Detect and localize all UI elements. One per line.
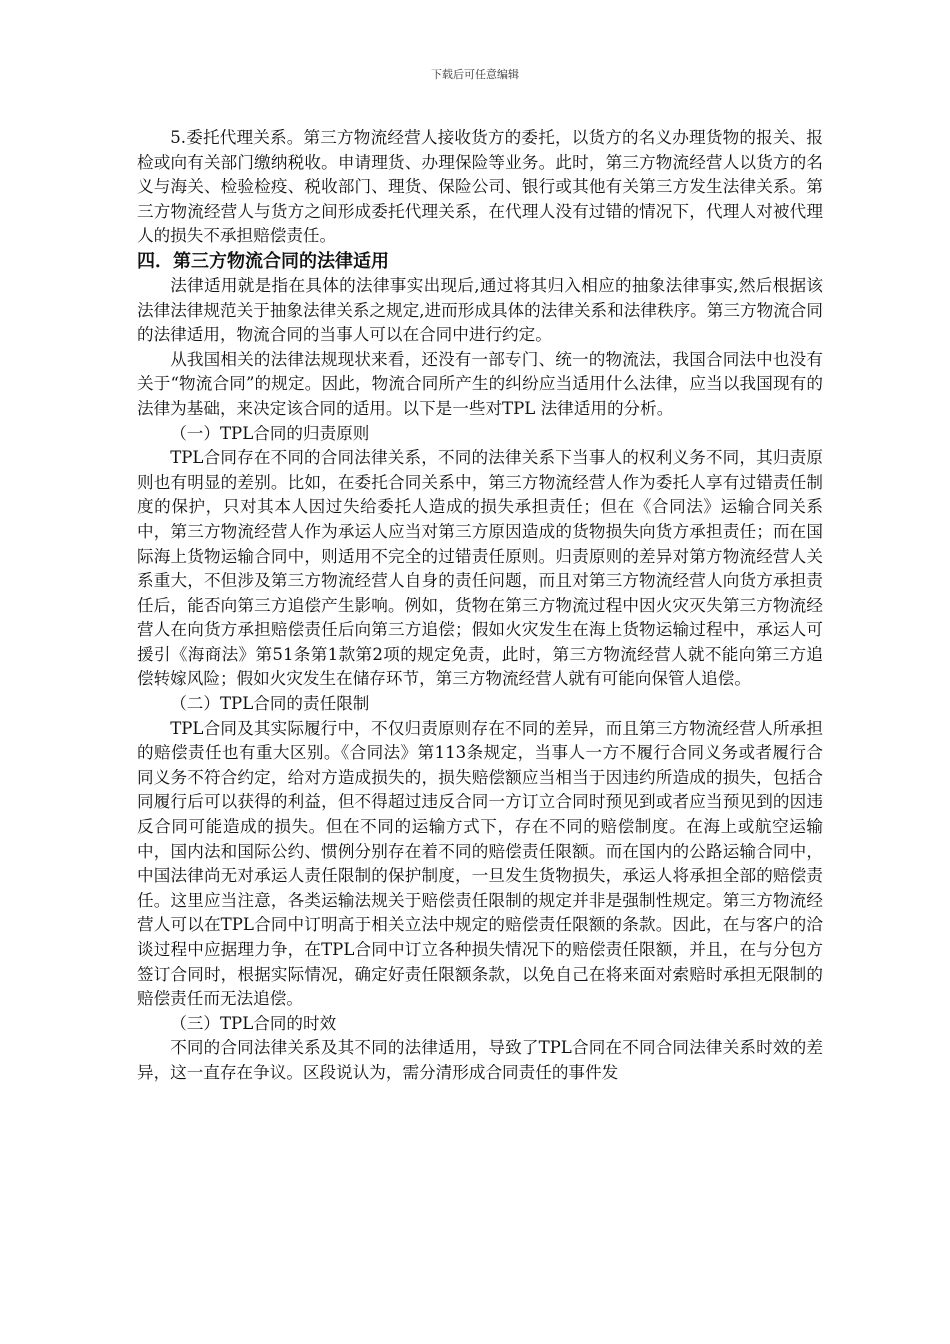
paragraph-liability-limitation: TPL合同及其实际履行中，不仅归责原则存在不同的差异，而且第三方物流经营人所承担的赔偿责任也有重大区别。《合同法》第113条规定，当事人一方不履行合同义务或者履行合同义务不符合约定，给对方造成损失的，损失赔偿额应当相当于因违约所造成的损失，包括合同履行后可以获得的利益，但不得超过违反合同一方订立合同时预见到或者应当预见到的因违反合同可能造成的损失。但在不同的运输方式下，存在不同的赔偿制度。在海上或航空运输中，国内法和国际公约、惯例分别存在着不同的赔偿责任限额。而在国内的公路运输合同中，中国法律尚无对承运人责任限制的保护制度，一旦发生货物损失，承运人将承担全部的赔偿责任。这里应当注意，各类运输法规关于赔偿责任限制的规定并非是强制性规定。第三方物流经营人可以在TPL合同中订明高于相关立法中规定的赔偿责任限额的条款。因此，在与客户的洽谈过程中应据理力争，在TPL合同中订立各种损失情况下的赔偿责任限额，并且，在与分包方签订合同时，根据实际情况，确定好责任限额条款，以免自己在将来面对索赔时承担无限制的赔偿责任而无法追偿。 — [137, 718, 823, 1009]
page-header: 下载后可任意编辑 — [431, 68, 519, 81]
paragraph-liability-principle: TPL合同存在不同的合同法律关系，不同的法律关系下当事人的权利义务不同，其归责原则也有明显的差别。比如，在委托合同关系中，第三方物流经营人作为委托人享有过错责任制度的保护，只对其本人因过失给委托人造成的损失承担责任；但在《合同法》运输合同关系中，第三方物流经营人作为承运人应当对第三方原因造成的货物损失向货方承担责任；而在国际海上货物运输合同中，则适用不完全的过错责任原则。归责原则的差异对第方物流经营人关系重大，不但涉及第三方物流经营人自身的责任问题，而且对第三方物流经营人向货方承担责任后，能否向第三方追偿产生影响。例如，货物在第三方物流过程中因火灾灭失第三方物流经营人在向货方承担赔偿责任后向第三方追偿；假如火灾发生在海上货物运输过程中，承运人可援引《海商法》第51条第1款第2项的规定免责，此时，第三方物流经营人就不能向第三方追偿转嫁风险；假如火灾发生在储存环节，第三方物流经营人就有可能向保管人追偿。 — [137, 448, 823, 689]
subheading-liability-limitation: （二）TPL合同的责任限制 — [170, 694, 370, 714]
document-body — [137, 126, 823, 1086]
paragraph-limitation-period: 不同的合同法律关系及其不同的法律适用，导致了TPL合同在不同合同法律关系时效的差异，这一直存在争议。区段说认为，需分清形成合同责任的事件发 — [137, 1038, 823, 1082]
subheading-liability-principle: （一）TPL合同的归责原则 — [170, 423, 370, 443]
section-heading-law-application: 四．第三方物流合同的法律适用 — [137, 250, 389, 272]
subheading-limitation-period: （三）TPL合同的时效 — [170, 1013, 337, 1033]
paragraph-legal-status: 从我国相关的法律法规现状来看，还没有一部专门、统一的物流法，我国合同法中也没有关于“物流合同”的规定。因此，物流合同所产生的纠纷应当适用什么法律，应当以我国现有的法律为基础，来决定该合同的适用。以下是一些对TPL 法律适用的分析。 — [137, 349, 823, 418]
paragraph-law-application-definition: 法律适用就是指在具体的法律事实出现后,通过将其归入相应的抽象法律事实,然后根据该法律法律规范关于抽象法律关系之规定,进而形成具体的法律关系和法律秩序。第三方物流合同的法律适用，物流合同的当事人可以在合同中进行约定。 — [137, 275, 823, 345]
paragraph-agency-relationship: 5.委托代理关系。第三方物流经营人接收货方的委托，以货方的名义办理货物的报关、报检或向有关部门缴纳税收。申请理货、办理保险等业务。此时，第三方物流经营人以货方的名义与海关、检验检疫、税收部门、理货、保险公司、银行或其他有关第三方发生法律关系。第三方物流经营人与货方之间形成委托代理关系，在代理人没有过错的情况下，代理人对被代理人的损失不承担赔偿责任。 — [137, 128, 823, 246]
